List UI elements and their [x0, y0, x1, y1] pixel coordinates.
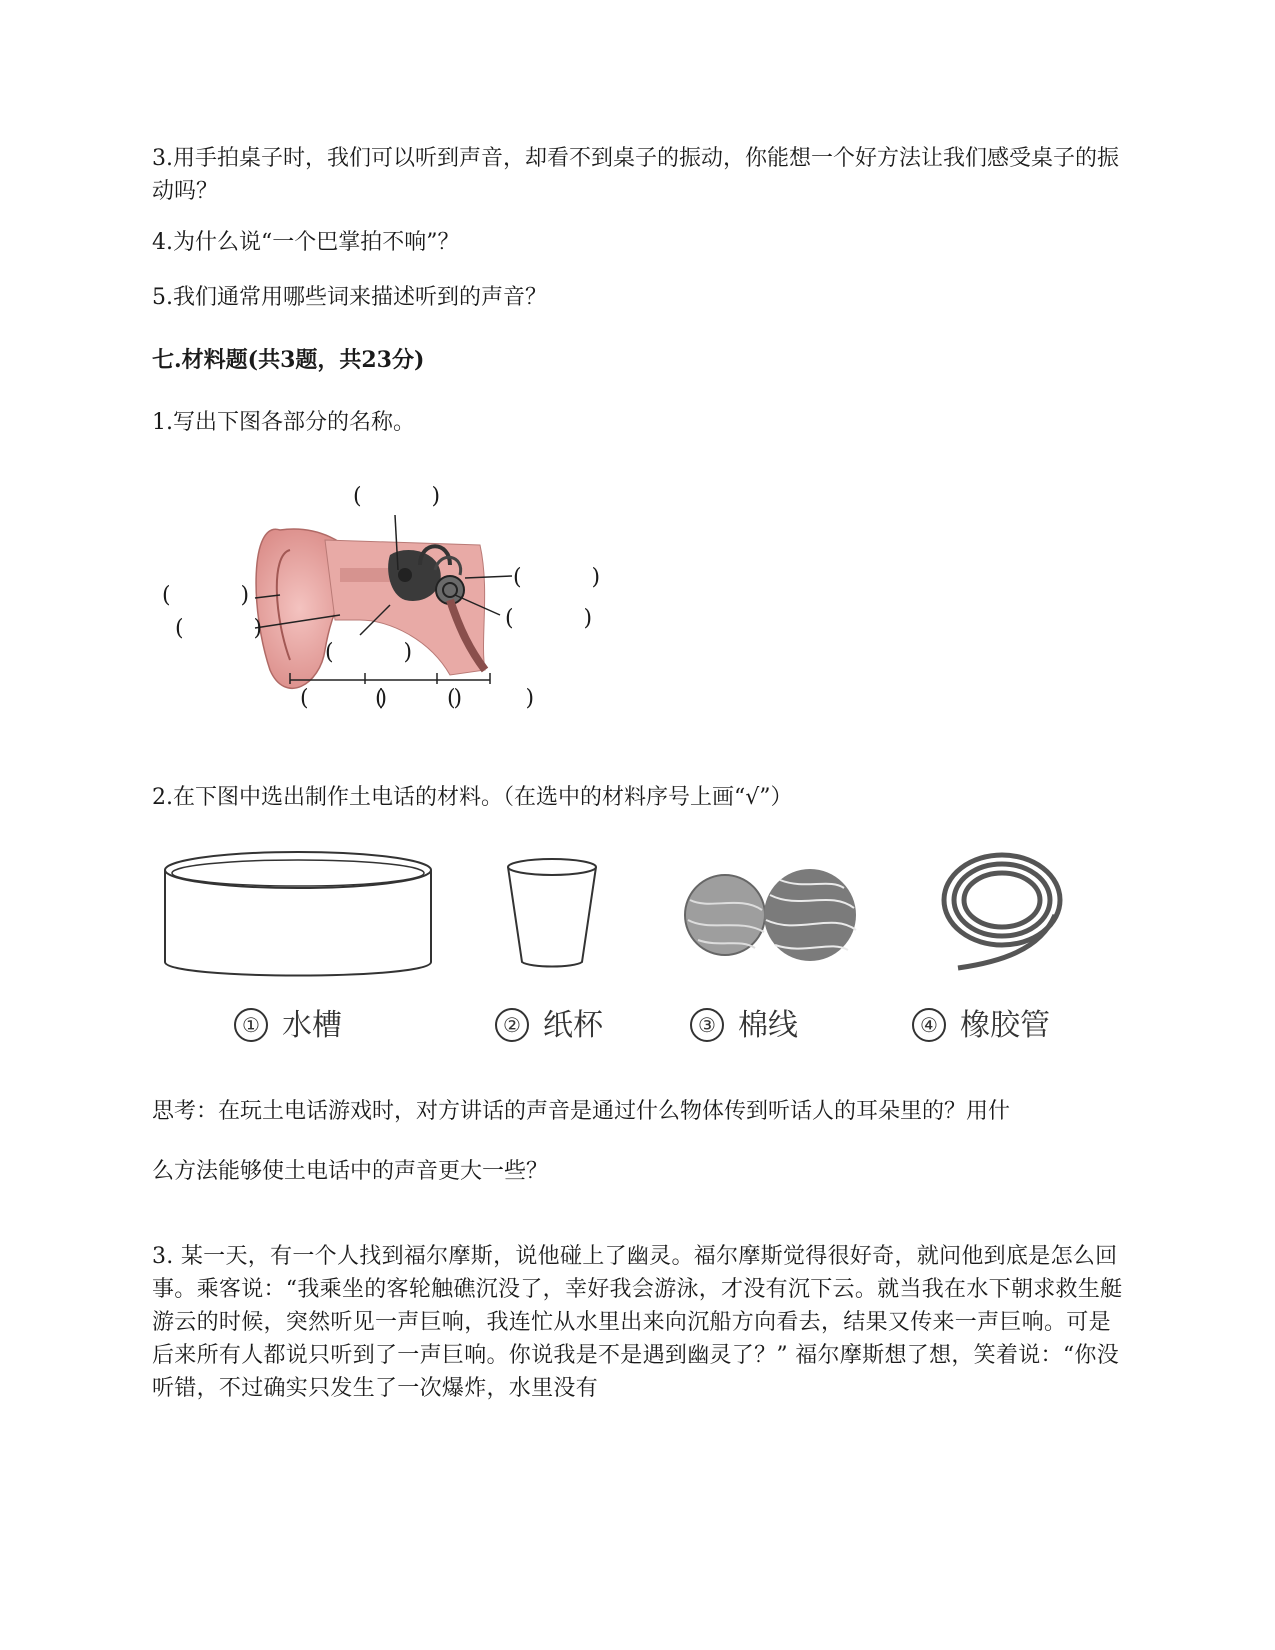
- ear-blank-right-1: ( ): [513, 565, 601, 590]
- ear-blank-right-2: ( ): [505, 606, 593, 631]
- question-7-3: 3. 某一天，有一个人找到福尔摩斯，说他碰上了幽灵。福尔摩斯觉得很好奇，就问他到底是怎么回事。乘客说：“我乘坐的客轮触礁沉没了，幸好我会游泳，才没有沉下云。就当我在水下朝求救生艇游云的时候，突然听见一声巨响，我连忙从水里出来向沉船方向看去，结果又传来一声巨响。可是后来所有人都说只听到了一声巨响。你说我是不是遇到幽灵了？” 福尔摩斯想了想，笑着说：“你没听错，不过确实只发生了一次爆炸，水里没有: [152, 1244, 1123, 1401]
- water-tank-icon: [165, 852, 431, 976]
- question-7-2: 2.在下图中选出制作土电话的材料。（在选中的材料序号上画“√”）: [152, 785, 793, 810]
- materials-figure: [150, 840, 1130, 1060]
- ear-blank-bottom-1: ( ): [300, 686, 388, 711]
- question-6-5: 5.我们通常用哪些词来描述听到的声音？: [152, 285, 547, 310]
- material-label-4: ④ 橡胶管: [912, 1000, 1050, 1044]
- think-question-line-1: 思考：在玩土电话游戏时，对方讲话的声音是通过什么物体传到听话人的耳朵里的？用什: [152, 1099, 1011, 1124]
- material-label-1: ① 水槽: [234, 1000, 342, 1044]
- ear-blank-top: ( ): [353, 484, 441, 509]
- question-7-1: 1.写出下图各部分的名称。: [152, 410, 415, 435]
- cotton-thread-icon: [685, 869, 856, 961]
- ear-blank-middle: ( ): [325, 640, 413, 665]
- question-6-4: 4.为什么说“一个巴掌拍不响”？: [152, 230, 460, 255]
- ear-blank-bottom-2: ( ): [375, 686, 463, 711]
- ear-diagram: [150, 470, 630, 720]
- ear-blank-left-1: ( ): [162, 583, 250, 608]
- rubber-tube-icon: [944, 855, 1060, 968]
- think-question-line-2: 么方法能够使土电话中的声音更大一些？: [152, 1159, 549, 1184]
- question-6-3: 3.用手拍桌子时，我们可以听到声音，却看不到桌子的振动，你能想一个好方法让我们感受桌子的振动吗？: [152, 146, 1119, 204]
- material-label-3: ③ 棉线: [690, 1000, 798, 1044]
- ear-blank-left-2: ( ): [175, 616, 263, 641]
- material-label-2: ② 纸杯: [495, 1000, 603, 1044]
- ear-blank-bottom-3: ( ): [447, 686, 535, 711]
- section-7-title: 七.材料题(共3题，共23分): [152, 347, 425, 373]
- paper-cup-icon: [508, 859, 596, 967]
